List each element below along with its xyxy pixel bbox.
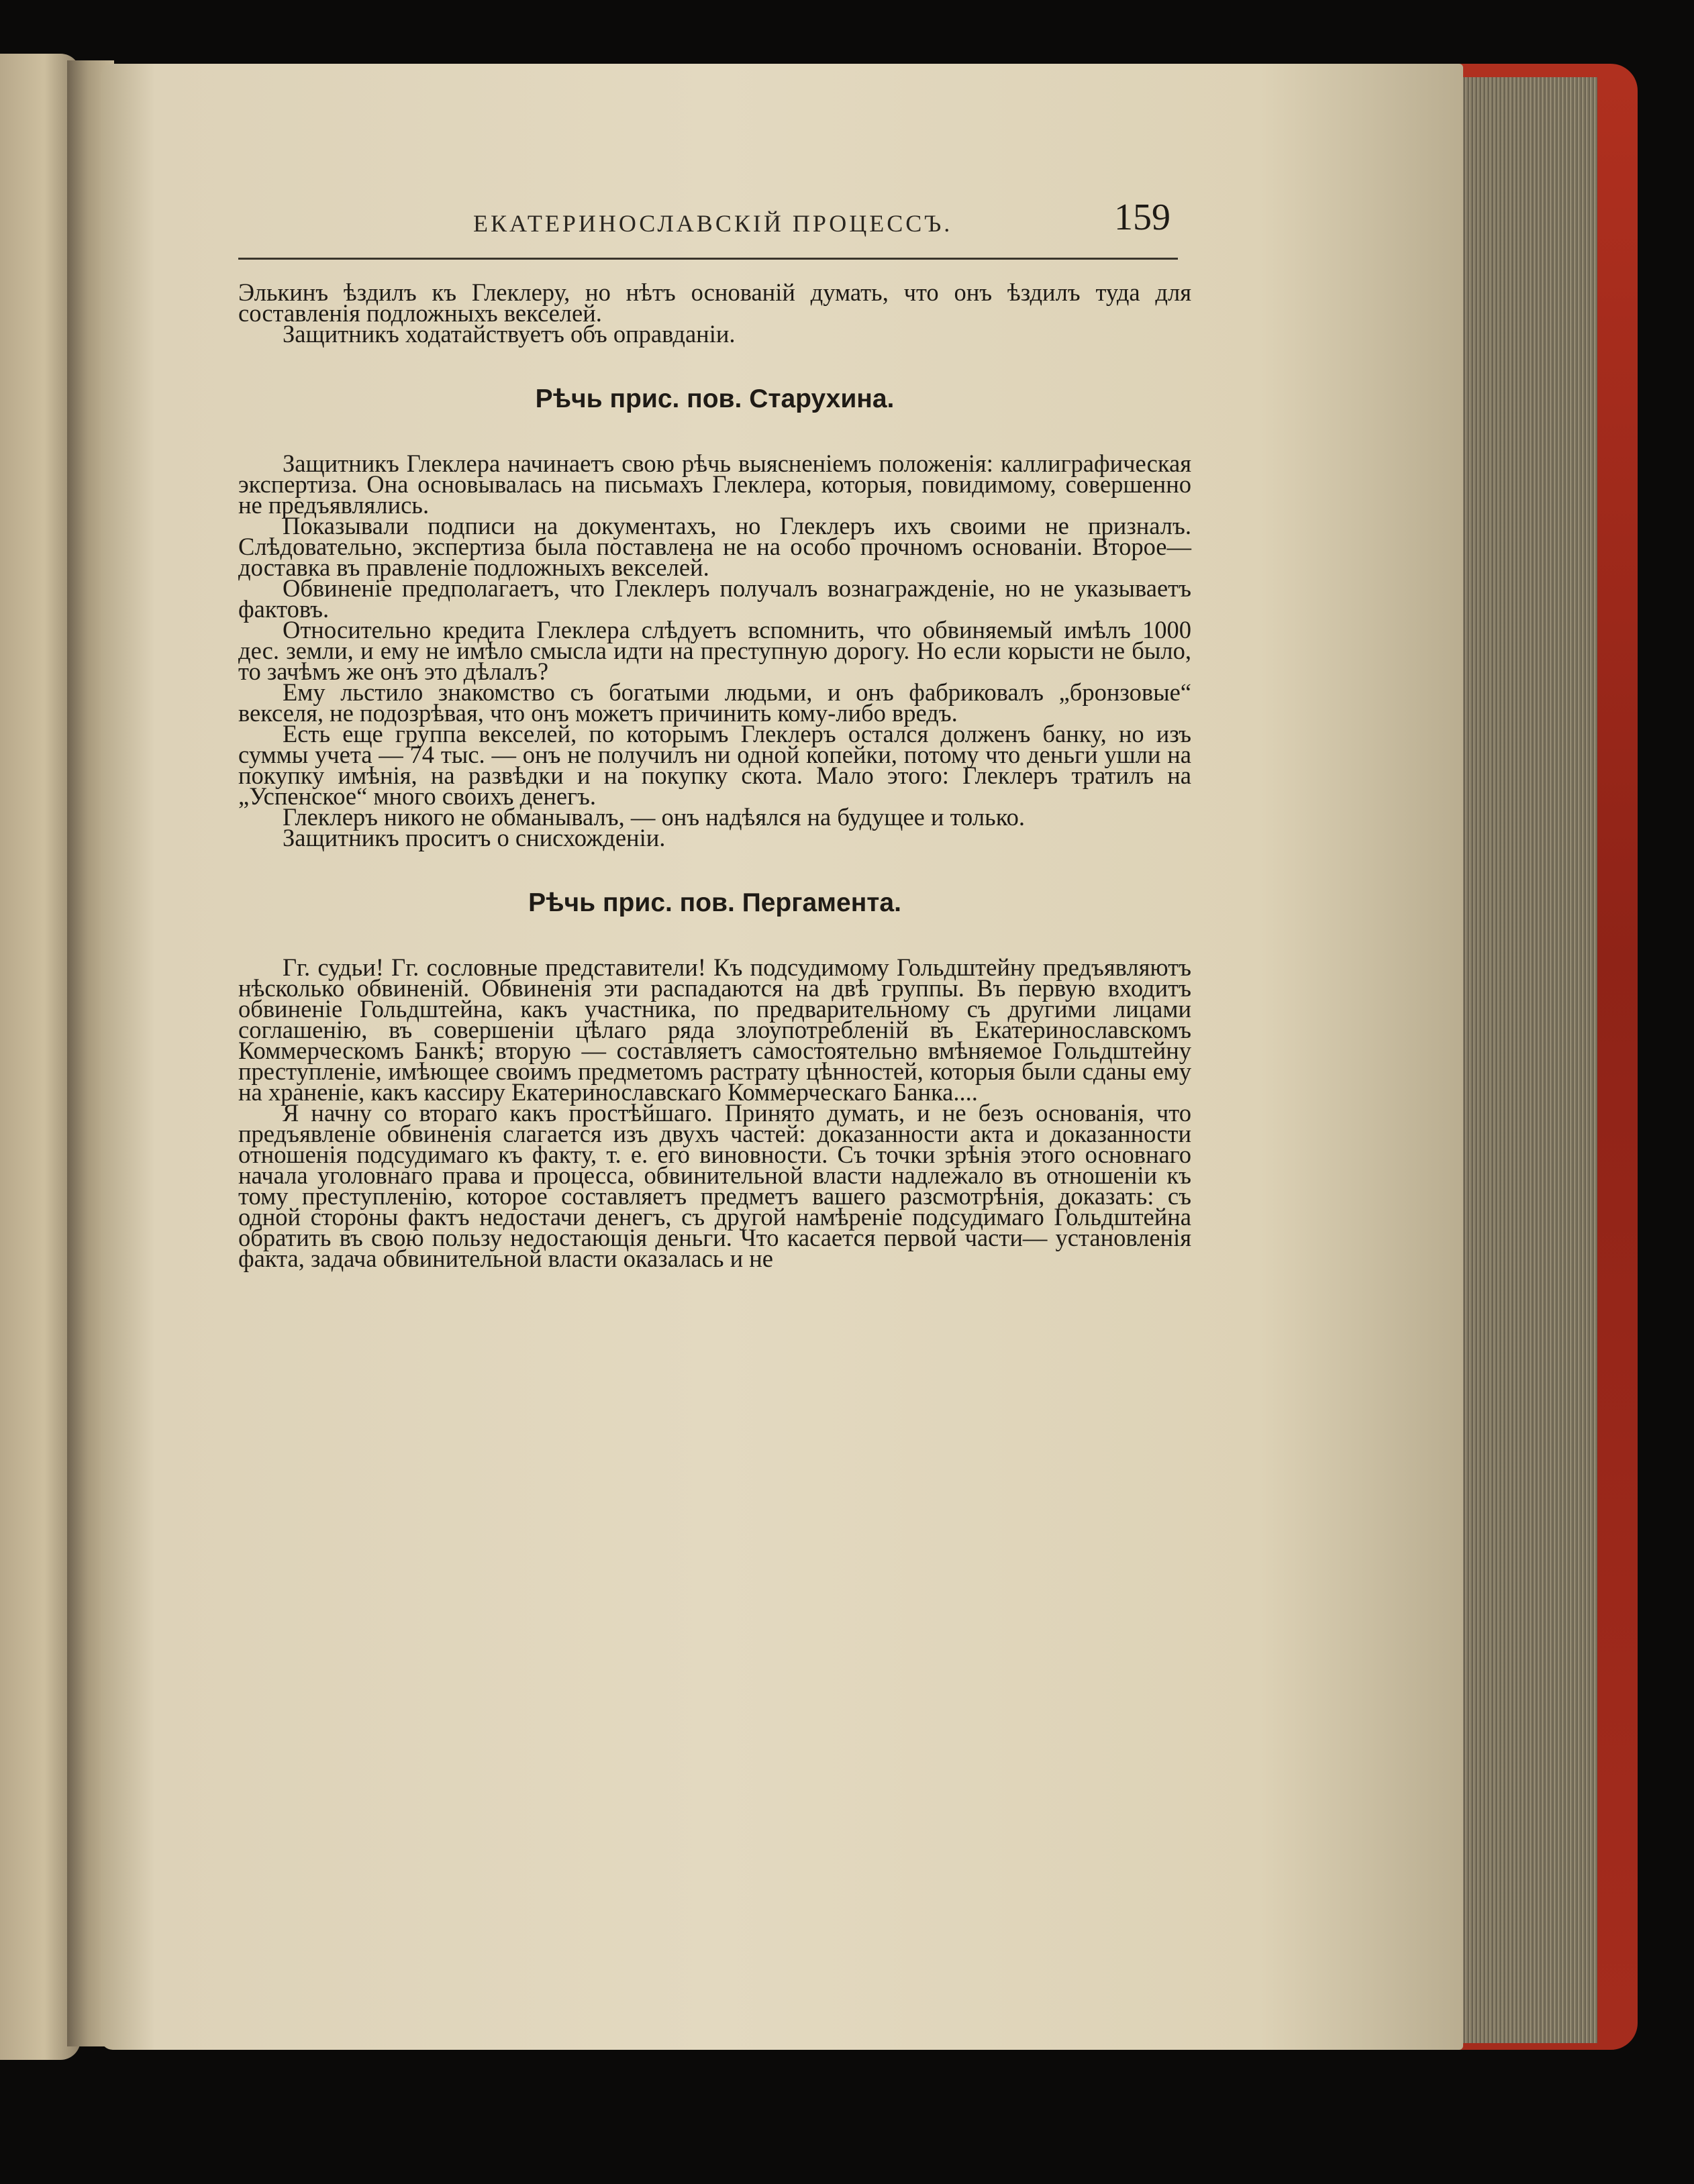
section-paragraph: Ему льстило знакомство съ богатыми людьми, и онъ фабриковалъ „бронзовые“ векселя, не подозрѣвая, что онъ можетъ причинить кому-либо вредъ. — [238, 678, 1191, 727]
section-paragraph: Гг. судьи! Гг. сословные представители! Къ подсудимому Гольдштейну предъявляютъ нѣсколько обвиненій. Обвиненія эти распадаются на двѣ группы. Въ первую входитъ обвиненіе Гольдштейна, какъ участника, по предварительному съ другими лицами соглашенію, въ совершеніи цѣлаго ряда злоупотребленій въ Екатеринославскомъ Коммерческомъ Банкѣ; вторую — составляетъ самостоятельно вмѣняемое Гольдштейну преступленіе, имѣющее своимъ предметомъ растрату цѣнностей, которыя были сданы ему на храненіе, какъ кассиру Екатеринославскаго Коммерческаго Банка.... — [238, 953, 1191, 1106]
section-paragraph: Защитникъ Глеклера начинаетъ свою рѣчь выясненіемъ положенія: каллиграфическая экспертиза. Она основывалась на письмахъ Глеклера, которыя, повидимому, совершенно не предъявлялись. — [238, 450, 1191, 519]
page-edges — [1443, 77, 1597, 2043]
section-paragraph: Относительно кредита Глеклера слѣдуетъ вспомнить, что обвиняемый имѣлъ 1000 дес. земли, и ему не имѣло смысла идти на преступную дорогу. Но если корысти не было, то зачѣмъ же онъ это дѣлалъ? — [238, 616, 1191, 685]
section-paragraph: Я начну со втораго какъ простѣйшаго. Принято думать, и не безъ основанія, что предъявленіе обвиненія слагается изъ двухъ частей: доказанности акта и доказанности отношенія подсудимаго къ факту, т. е. его виновности. Съ точки зрѣнія этого основнаго начала уголовнаго права и процесса, обвинительной власти надлежало въ отношеніи къ тому преступленію, которое составляетъ предметъ вашего разсмотрѣнія, доказать: съ одной стороны фактъ недостачи денегъ, съ другой намѣреніе подсудимаго Гольдштейна обратить въ свою пользу недостающія деньги. Что касается первой части— установленія факта, задача обвинительной власти оказалась и не — [238, 1099, 1191, 1272]
header-rule — [238, 258, 1178, 260]
page-number: 159 — [1114, 197, 1170, 238]
running-title: ЕКАТЕРИНОСЛАВСКІЙ ПРОЦЕССЪ. — [473, 210, 953, 237]
section-paragraph: Есть еще группа векселей, по которымъ Глеклеръ остался долженъ банку, но изъ суммы учета — 74 тыс. — онъ не получилъ ни одной копейки, потому что деньги ушли на покупку имѣнія, на развѣдки и на покупку скота. Мало этого: Глеклеръ тратилъ на „Успенское“ много своихъ денегъ. — [238, 720, 1191, 810]
section-paragraph: Показывали подписи на документахъ, но Глеклеръ ихъ своими не призналъ. Слѣдовательно, экспертиза была поставлена не на особо прочномъ основаніи. Второе—доставка въ правленіе подложныхъ векселей. — [238, 512, 1191, 581]
section-title: Рѣчь прис. пов. Пергамента. — [528, 888, 901, 917]
intro-paragraph: Элькинъ ѣздилъ къ Глеклеру, но нѣтъ основаній думать, что онъ ѣздилъ туда для составленія подложныхъ векселей. — [238, 278, 1191, 327]
section-title: Рѣчь прис. пов. Старухина. — [535, 384, 895, 413]
page-body — [238, 278, 1191, 1272]
section-paragraph: Глеклеръ никого не обманывалъ, — онъ надѣялся на будущее и только. — [283, 803, 1025, 831]
section-paragraph: Обвиненіе предполагаетъ, что Глеклеръ получалъ вознагражденіе, но не указываетъ фактовъ. — [238, 574, 1191, 623]
section-paragraph: Защитникъ проситъ о снисхожденіи. — [283, 824, 666, 851]
intro-paragraph: Защитникъ ходатайствуетъ объ оправданіи. — [283, 320, 736, 348]
